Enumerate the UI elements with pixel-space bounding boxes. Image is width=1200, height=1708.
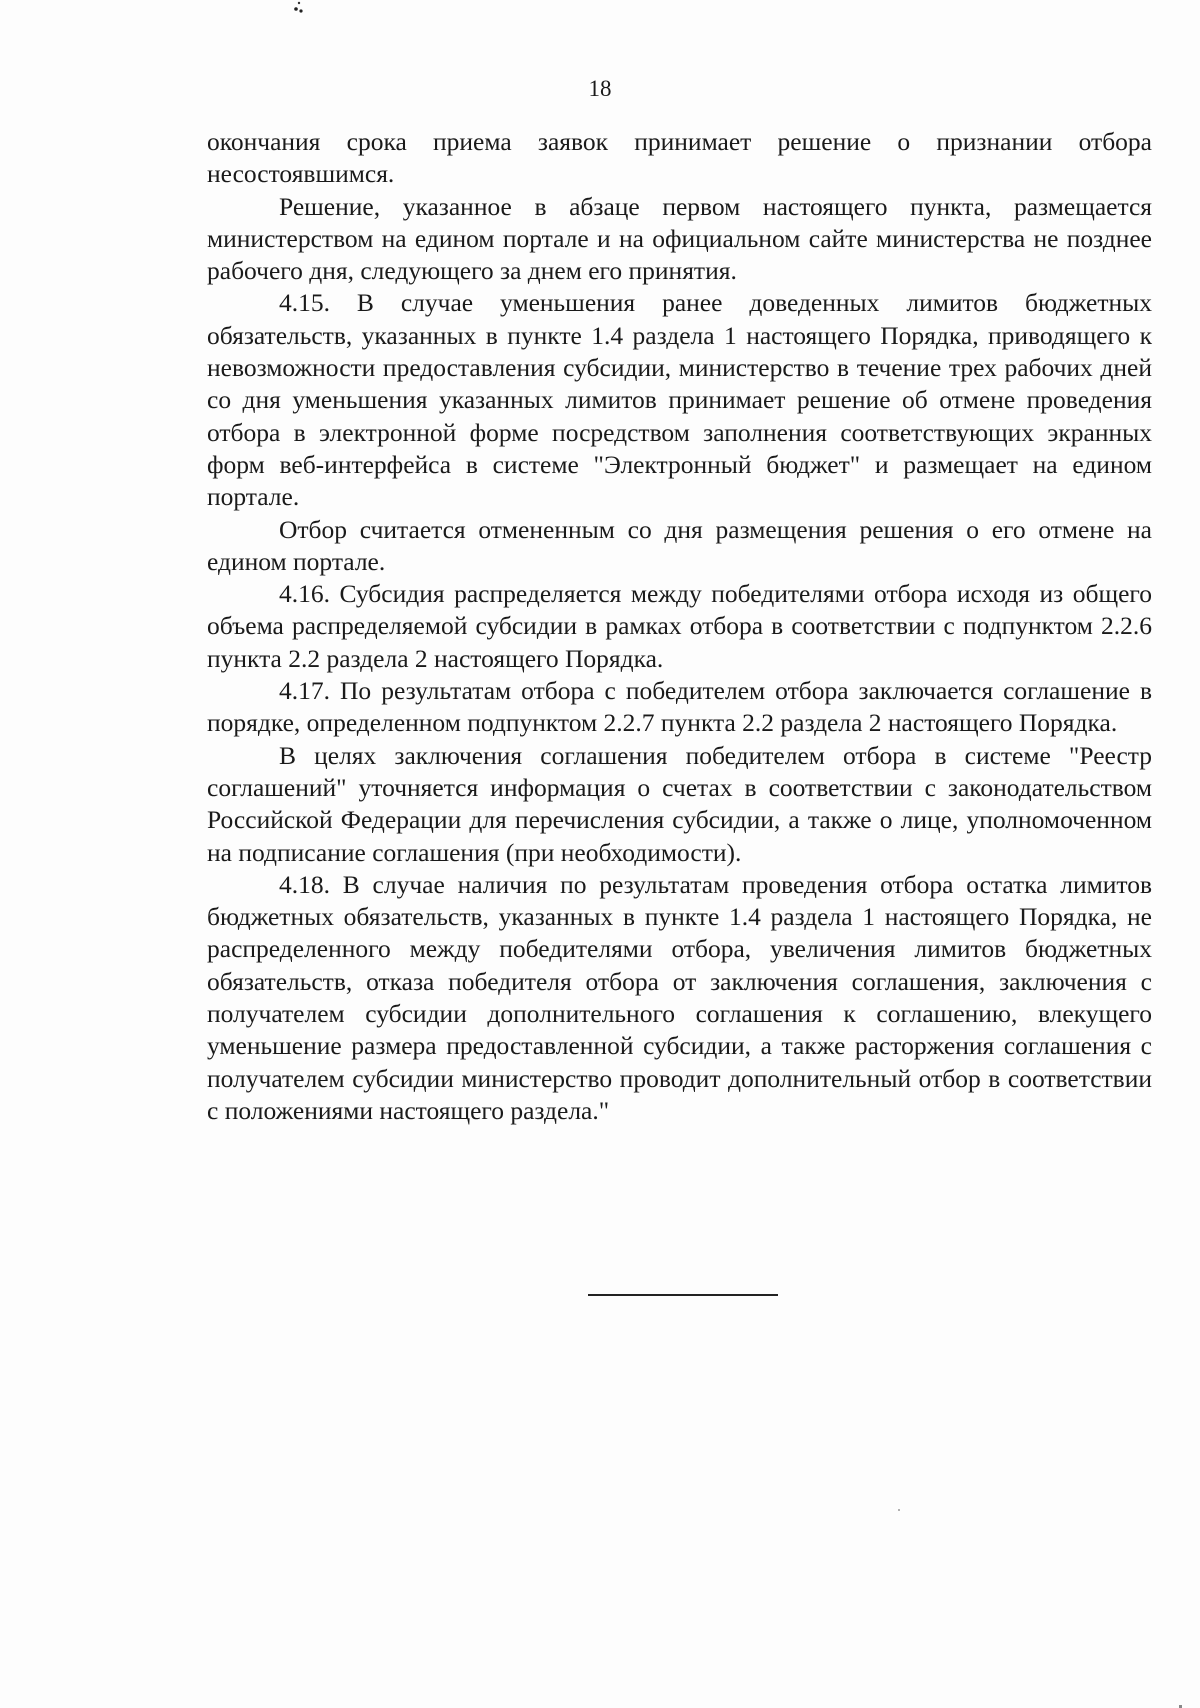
scan-dust-mark [898,1509,900,1511]
paragraph-4-16: 4.16. Субсидия распределяется между победителями отбора исходя из общего объема распределяемой субсидии в рамках отбора в соответствии с подпунктом 2.2.6 пункта 2.2 раздела 2 настоящего Порядка. [207,579,1152,673]
paragraph-selection-cancelled: Отбор считается отмененным со дня размещения решения о его отмене на едином портале. [207,514,1152,576]
document-body [207,126,1152,1127]
paragraph-4-18: 4.18. В случае наличия по результатам проведения отбора остатка лимитов бюджетных обязательств, указанных в пункте 1.4 раздела 1 настоящего Порядка, не распределенного между победителями отбора, увеличения лимитов бюджетных обязательств, отказа победителя отбора от заключения соглашения, заключения с получателем субсидии дополнительного соглашения к соглашению, влекущего уменьшение размера предоставленной субсидии, а также расторжения соглашения с получателем субсидии министерство проводит дополнительный отбор в соответствии с положениями настоящего раздела." [207,869,1152,1125]
paragraph-agreement-registry: В целях заключения соглашения победителем отбора в системе "Реестр соглашений" уточняется информация о счетах в соответствии с законодательством Российской Федерации для перечисления субсидии, а также о лице, уполномоченном на подписание соглашения (при необходимости). [207,740,1152,867]
paragraph-4-17: 4.17. По результатам отбора с победителем отбора заключается соглашение в порядке, определенном подпунктом 2.2.7 пункта 2.2 раздела 2 настоящего Порядка. [207,676,1152,738]
end-of-text-divider [588,1294,778,1296]
scan-artifact-mark [292,0,306,14]
paragraph-continuation: окончания срока приема заявок принимает решение о признании отбора несостоявшимся. [207,127,1152,189]
page-number: 18 [588,76,612,101]
paragraph-4-15: 4.15. В случае уменьшения ранее доведенных лимитов бюджетных обязательств, указанных в пункте 1.4 раздела 1 настоящего Порядка, приводящего к невозможности предоставления субсидии, министерство в течение трех рабочих дней со дня уменьшения указанных лимитов принимает решение об отмене проведения отбора в электронной форме посредством заполнения соответствующих экранных форм веб-интерфейса в системе "Электронный бюджет" и размещает на едином портале. [207,288,1152,512]
paragraph-decision-publication: Решение, указанное в абзаце первом настоящего пункта, размещается министерством на едином портале и на официальном сайте министерства не позднее рабочего дня, следующего за днем его принятия. [207,191,1152,286]
